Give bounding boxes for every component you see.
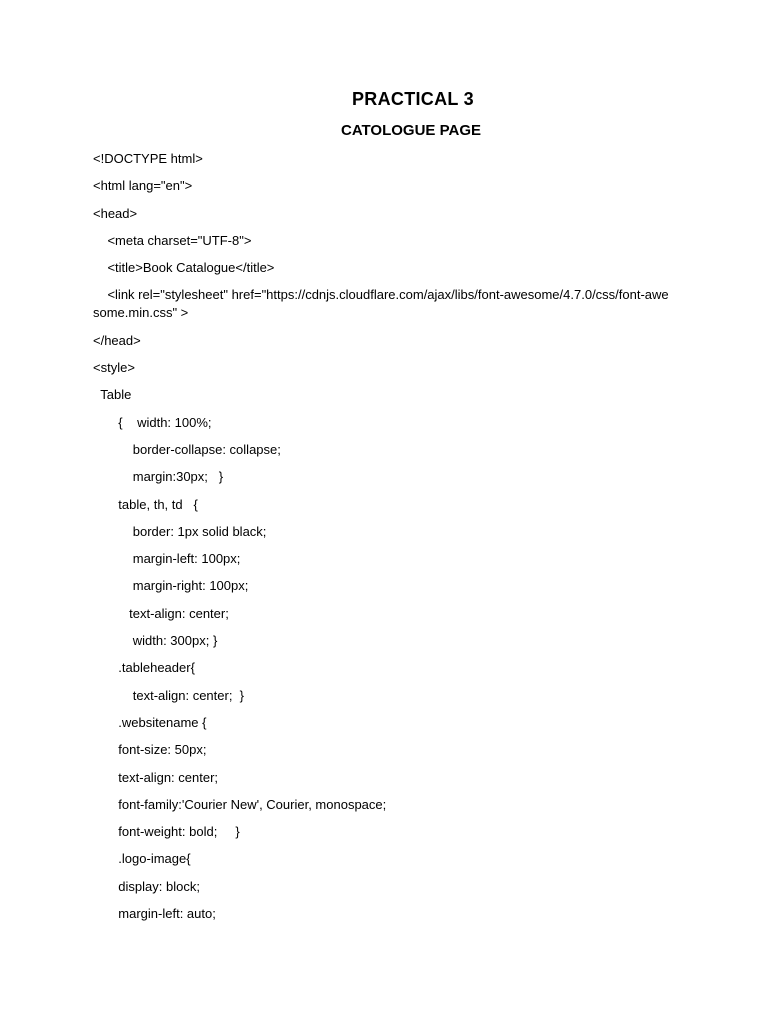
code-line: text-align: center; [93,605,229,621]
code-line: <html lang="en"> [93,178,193,194]
code-line: .tableheader{ [93,660,195,676]
code-line: .logo-image{ [93,851,191,867]
code-line: <!DOCTYPE html> [93,151,203,166]
code-line: margin-left: 100px; [93,551,241,567]
code-line: </head> [93,332,141,348]
page-title: PRACTICAL 3 [352,89,474,109]
code-line: border: 1px solid black; [93,523,267,539]
code-line: font-weight: bold; } [93,824,240,840]
page-subtitle: CATOLOGUE PAGE [340,122,481,139]
code-line: <head> [93,205,138,221]
code-listing [93,150,673,932]
code-line: width: 300px; } [93,633,218,649]
code-line: <title>Book Catalogue</title> [93,260,275,276]
code-line: <link rel="stylesheet" href="https://cdnjs.cloudflare.com/ajax/libs/font-awesome/4.7.0/css/font-awesome.min.css" > [93,287,669,321]
code-line: font-size: 50px; [93,742,207,758]
code-line: font-family:'Courier New', Courier, monospace; [93,796,387,812]
code-line: Table [93,387,132,403]
code-line: text-align: center; [93,769,219,785]
code-line: margin:30px; } [93,469,224,485]
code-line: <meta charset="UTF-8"> [93,232,252,248]
code-line: <style> [93,360,135,376]
code-line: .websitename { [93,714,207,730]
code-line: display: block; [93,878,200,894]
code-line: text-align: center; } [93,687,245,703]
code-line: margin-left: auto; [93,906,216,922]
code-line: { width: 100%; [93,414,212,430]
code-line: margin-right: 100px; [93,578,249,594]
code-line: border-collapse: collapse; [93,441,281,457]
code-line: table, th, td { [93,496,198,512]
